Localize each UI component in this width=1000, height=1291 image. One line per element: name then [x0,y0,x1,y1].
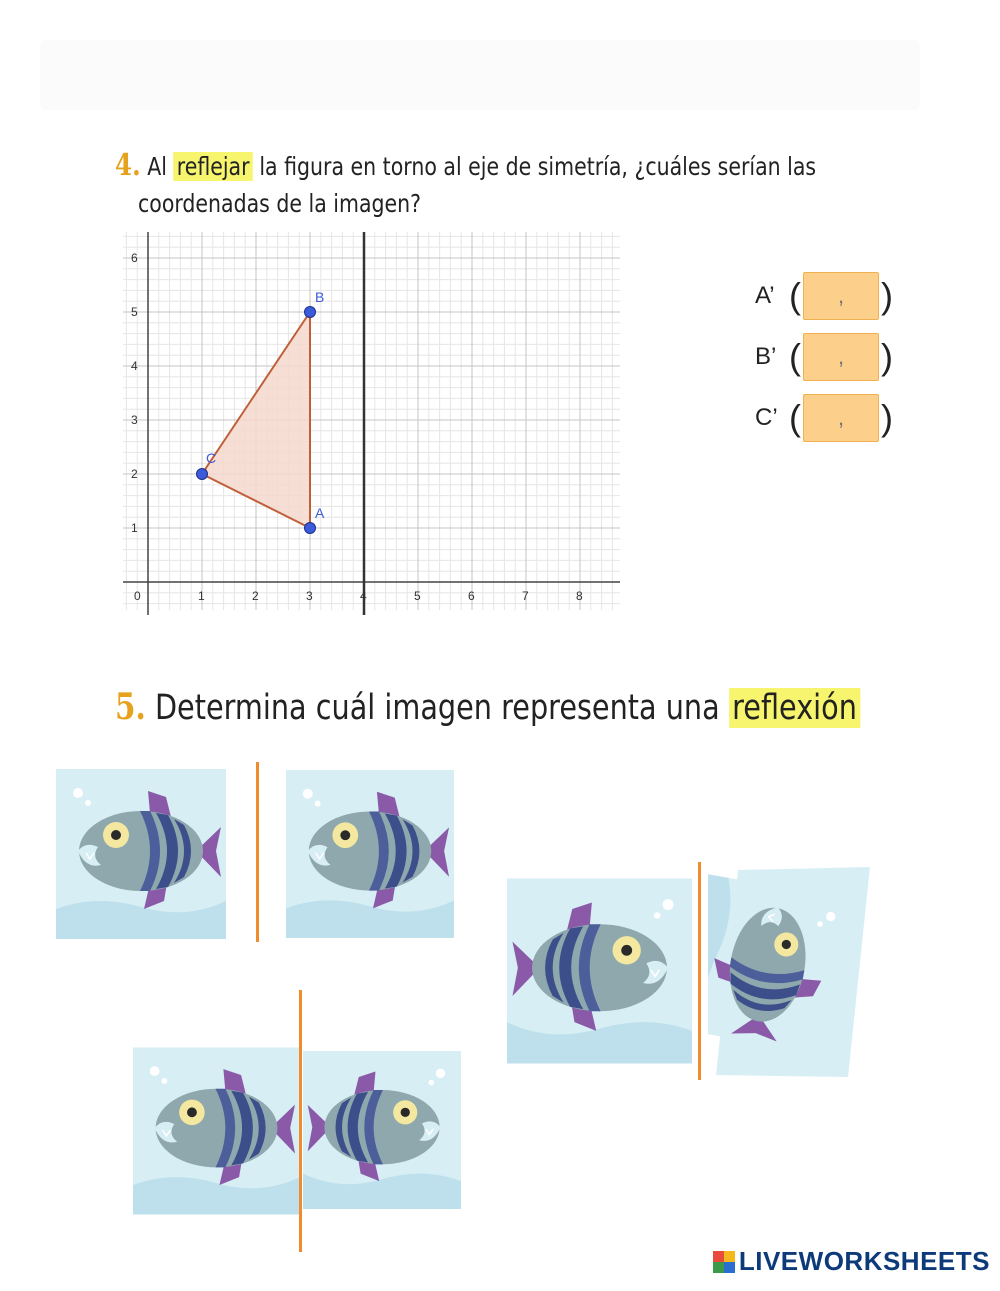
symmetry-line-3 [299,990,302,1252]
y-tick-label: 1 [131,521,138,535]
fish-image-2a[interactable] [507,875,692,1067]
point-label-c: C [206,450,217,466]
x-tick-label: 8 [576,589,583,603]
point-c [197,469,208,480]
question-5-highlight: reflexión [729,688,860,728]
question-4-line2: coordenadas de la imagen? [138,189,422,218]
fish-image-1a[interactable] [56,768,226,940]
y-tick-label: 3 [131,413,138,427]
answer-label-a: A’ [755,282,775,309]
x-tick-label: 5 [414,589,421,603]
fish-image-2b[interactable] [708,865,873,1080]
question-5-text: Determina cuál imagen representa una [154,688,720,728]
answer-row-b [755,333,893,381]
y-tick-label: 5 [131,305,138,319]
answer-row-a [755,272,893,320]
point-b [305,307,316,318]
point-label-b: B [315,289,325,305]
answer-row-c [755,394,893,442]
x-tick-label: 0 [134,589,141,603]
close-paren-a: ) [881,275,893,316]
answer-input-a[interactable] [804,274,878,318]
brand-logo[interactable] [713,1246,990,1277]
open-paren-c: ( [789,397,801,438]
symmetry-line-2 [698,862,701,1080]
open-paren-b: ( [789,336,801,377]
x-tick-label: 4 [360,589,367,603]
point-label-a: A [315,505,325,521]
answer-input-b[interactable] [804,335,878,379]
question-4-title [115,150,816,183]
fish-image-3b[interactable] [303,1016,461,1244]
answer-label-b: B’ [755,343,777,370]
point-a [305,523,316,534]
fish-image-1b[interactable] [286,768,454,940]
brand-name: LIVEWORKSHEETS [738,1246,990,1276]
question-4-number: 4. [115,148,141,183]
symmetry-line-1 [256,762,259,942]
close-paren-c: ) [881,397,893,438]
y-tick-label: 4 [131,359,138,373]
coordinate-graph [115,230,625,620]
y-tick-label: 2 [131,467,138,481]
x-tick-label: 6 [468,589,475,603]
question-4-text-after: la figura en torno al eje de simetría, ¿cuáles serían las [259,152,817,181]
brand-badge-icon [713,1251,735,1273]
answer-label-c: C’ [755,404,778,431]
close-paren-b: ) [881,336,893,377]
header-strip [40,40,920,110]
open-paren-a: ( [789,275,801,316]
x-tick-label: 2 [252,589,259,603]
x-tick-label: 1 [198,589,205,603]
x-tick-label: 7 [522,589,529,603]
question-5-title [115,685,860,730]
question-4-text-before: Al [147,152,167,181]
answer-box-c[interactable] [803,394,879,442]
question-5-number: 5. [115,686,146,728]
x-tick-label: 3 [306,589,313,603]
question-4-highlight: reflejar [173,152,252,181]
fish-image-3a[interactable] [133,1012,300,1250]
answer-box-b[interactable] [803,333,879,381]
answer-box-a[interactable] [803,272,879,320]
y-tick-label: 6 [131,251,138,265]
answer-input-c[interactable] [804,396,878,440]
